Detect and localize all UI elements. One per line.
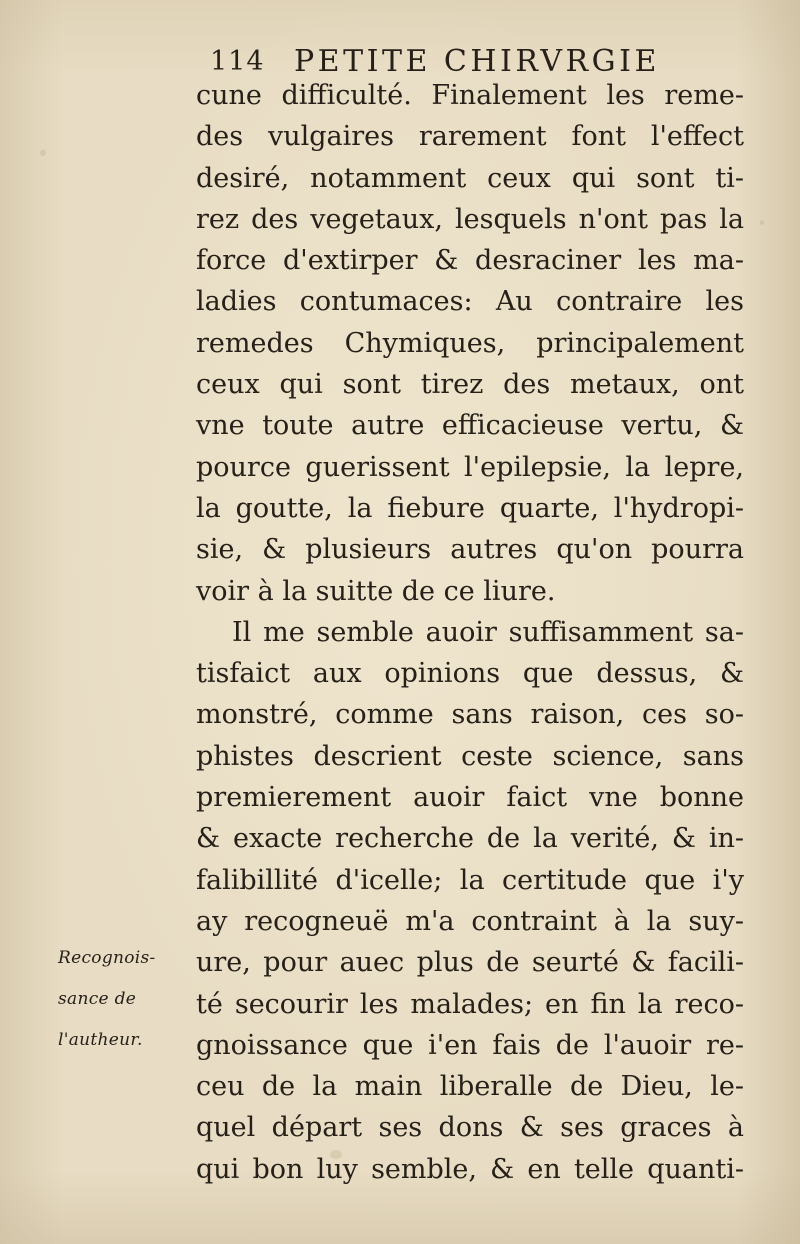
- text-line: remedes Chymiques, principalement: [196, 327, 744, 359]
- text-line: ceux qui sont tirez des metaux, ont: [196, 369, 744, 401]
- text-line: sie, & plusieurs autres qu'on pourra: [196, 534, 744, 566]
- text-line: ay recogneuë m'a contraint à la suy-: [196, 905, 744, 937]
- text-line: gnoissance que i'en fais de l'auoir re-: [196, 1029, 744, 1061]
- paper-stain: [40, 150, 46, 156]
- text-line: des vulgaires rarement font l'effect: [196, 121, 744, 153]
- margin-note-line: l'autheur.: [58, 1030, 143, 1050]
- page-number: 114: [210, 46, 265, 77]
- text-line: ure, pour auec plus de seurté & facili-: [196, 947, 744, 979]
- margin-note: [58, 938, 188, 1061]
- text-line: falibillité d'icelle; la certitude que i'y: [196, 864, 744, 896]
- margin-note-line: Recognois-: [58, 948, 156, 968]
- text-line: ladies contumaces: Au contraire les: [196, 286, 744, 318]
- text-line: desiré, notamment ceux qui sont ti-: [196, 162, 744, 194]
- paragraph-start-line: Il me semble auoir suffisamment sa-: [232, 616, 744, 648]
- text-line: pource guerissent l'epilepsie, la lepre,: [196, 451, 744, 483]
- text-line: cune difficulté. Finalement les reme-: [196, 80, 744, 111]
- text-line: quel départ ses dons & ses graces à: [196, 1112, 744, 1144]
- text-line: phistes descrient ceste science, sans: [196, 740, 744, 772]
- margin-note-line: sance de: [58, 989, 137, 1009]
- text-line: té secourir les malades; en fin la reco-: [196, 988, 744, 1020]
- running-title: PETITE CHIRVRGIE: [294, 44, 660, 79]
- text-line: rez des vegetaux, lesquels n'ont pas la: [196, 203, 744, 235]
- text-line: monstré, comme sans raison, ces so-: [196, 699, 744, 731]
- main-text: [196, 75, 744, 1190]
- text-line: tisfaict aux opinions que dessus, &: [196, 658, 744, 690]
- text-line: la goutte, la fiebure quarte, l'hydropi-: [196, 492, 744, 524]
- text-line: qui bon luy semble, & en telle quanti-: [196, 1153, 744, 1185]
- text-line: & exacte recherche de la verité, & in-: [196, 823, 744, 855]
- text-line: premierement auoir faict vne bonne: [196, 782, 744, 814]
- text-line: vne toute autre efficacieuse vertu, &: [196, 410, 744, 442]
- text-line: force d'extirper & desraciner les ma-: [196, 245, 744, 277]
- text-line: voir à la suitte de ce liure.: [196, 575, 556, 607]
- text-line: ceu de la main liberalle de Dieu, le-: [196, 1071, 744, 1103]
- paper-stain: [760, 220, 764, 225]
